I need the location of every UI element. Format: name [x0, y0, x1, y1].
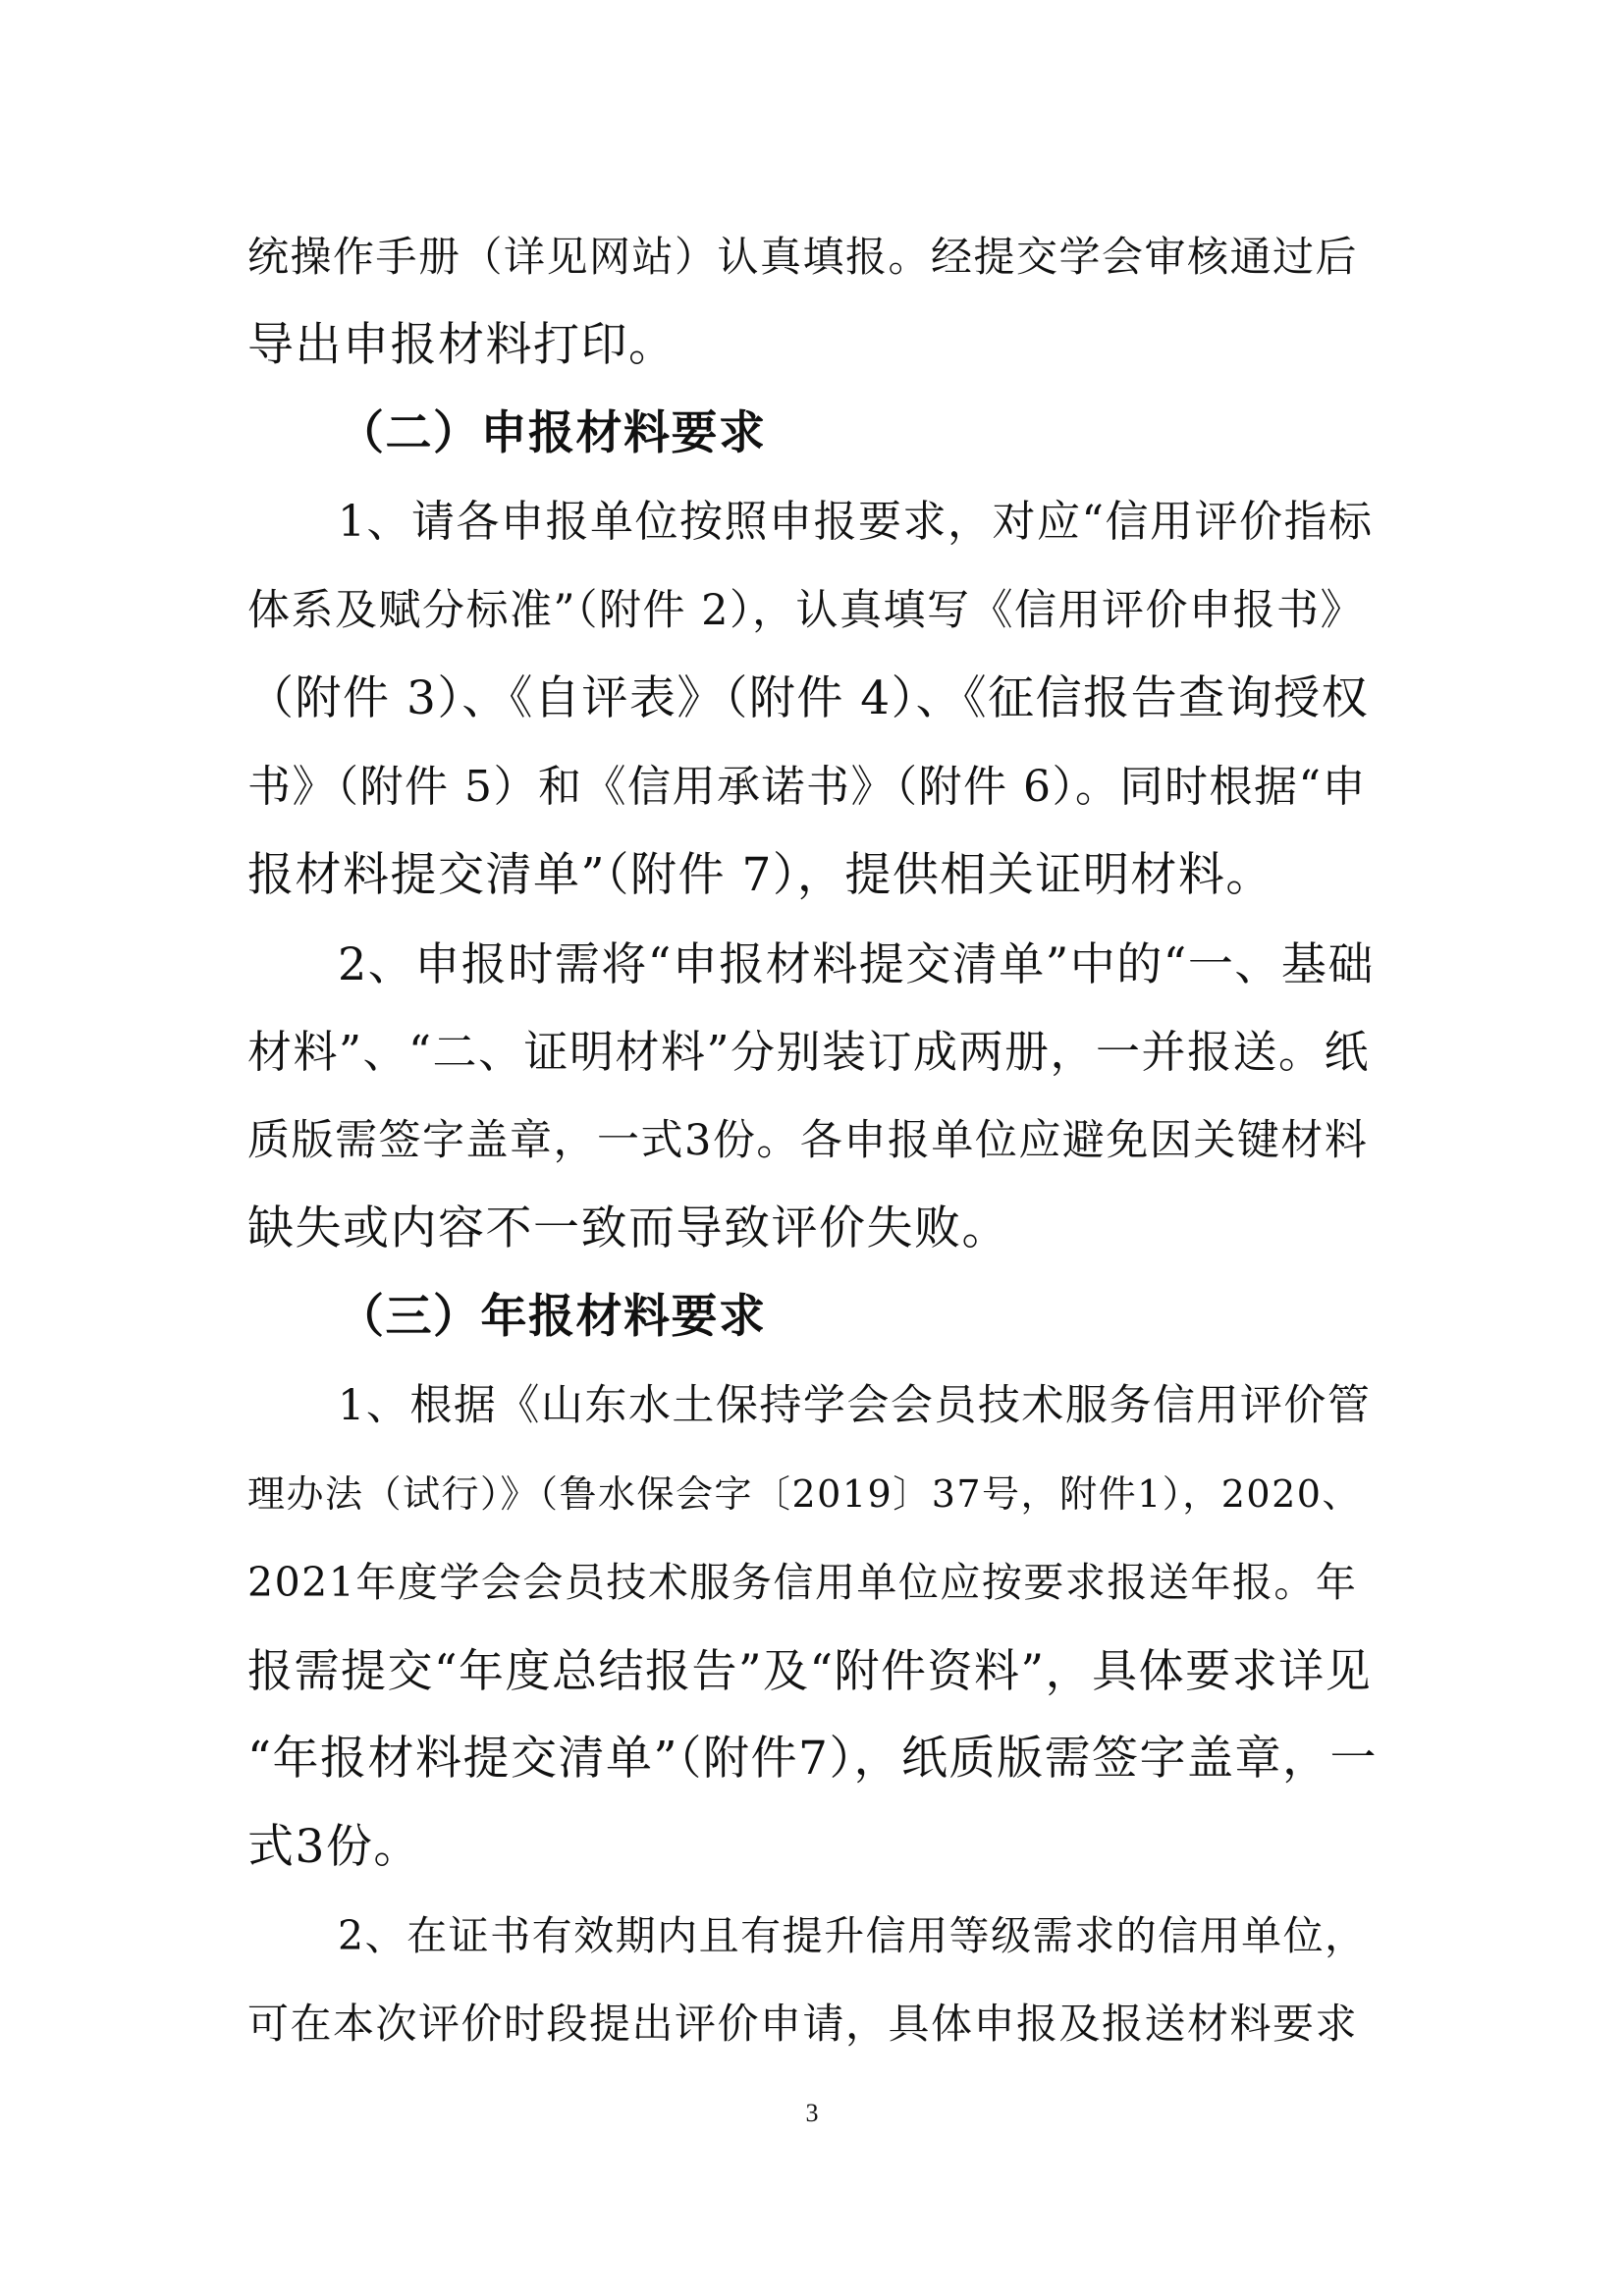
body-text-line: 材料”、“二、证明材料”分别装订成两册，一并报送。纸 — [247, 1026, 1371, 1078]
body-text-line: 理办法（试行）》（鲁水保会字〔2019〕37号，附件1），2020、 — [247, 1472, 1361, 1516]
paragraph-first-line: 1、请各申报单位按照申报要求，对应“信用评价指标 — [338, 497, 1374, 547]
section-heading: （三）年报材料要求 — [338, 1290, 767, 1344]
paragraph-first-line: 2、申报时需将“申报材料提交清单”中的“一、基础 — [338, 937, 1375, 990]
body-text-line: 体系及赋分标准”（附件 2），认真填写《信用评价申报书》 — [247, 586, 1365, 635]
body-text-line: “年报材料提交清单”（附件7），纸质版需签字盖章，一 — [247, 1732, 1378, 1786]
page-number: 3 — [805, 2099, 819, 2127]
body-text-line: 统操作手册（详见网站）认真填报。经提交学会审核通过后 — [247, 233, 1359, 281]
section-heading: （二）申报材料要求 — [338, 406, 767, 460]
body-text-line: 缺失或内容不一致而导致评价失败。 — [247, 1201, 1009, 1255]
body-text-line: 报需提交“年度总结报告”及“附件资料”，具体要求详见 — [247, 1644, 1373, 1697]
body-text-line: （附件 3）、《自评表》（附件 4）、《征信报告查询授权 — [247, 671, 1370, 725]
body-text-line: 质版需签字盖章，一式3份。各申报单位应避免因关键材料 — [247, 1116, 1369, 1165]
paragraph-first-line: 1、根据《山东水土保持学会会员技术服务信用评价管 — [338, 1381, 1372, 1430]
body-text-line: 可在本次评价时段提出评价申请，具体申报及报送材料要求 — [247, 2000, 1359, 2048]
body-text-line: 导出申报材料打印。 — [247, 318, 677, 372]
body-text-line: 书》（附件 5）和《信用承诺书》（附件 6）。同时根据“申 — [247, 762, 1367, 812]
body-text-line: 报材料提交清单”（附件 7），提供相关证明材料。 — [247, 848, 1273, 902]
body-text-line: 2021年度学会会员技术服务信用单位应按要求报送年报。年 — [247, 1559, 1358, 1606]
paragraph-first-line: 2、在证书有效期内且有提升信用等级需求的信用单位， — [338, 1912, 1367, 1959]
body-text-line: 式3份。 — [247, 1820, 421, 1874]
